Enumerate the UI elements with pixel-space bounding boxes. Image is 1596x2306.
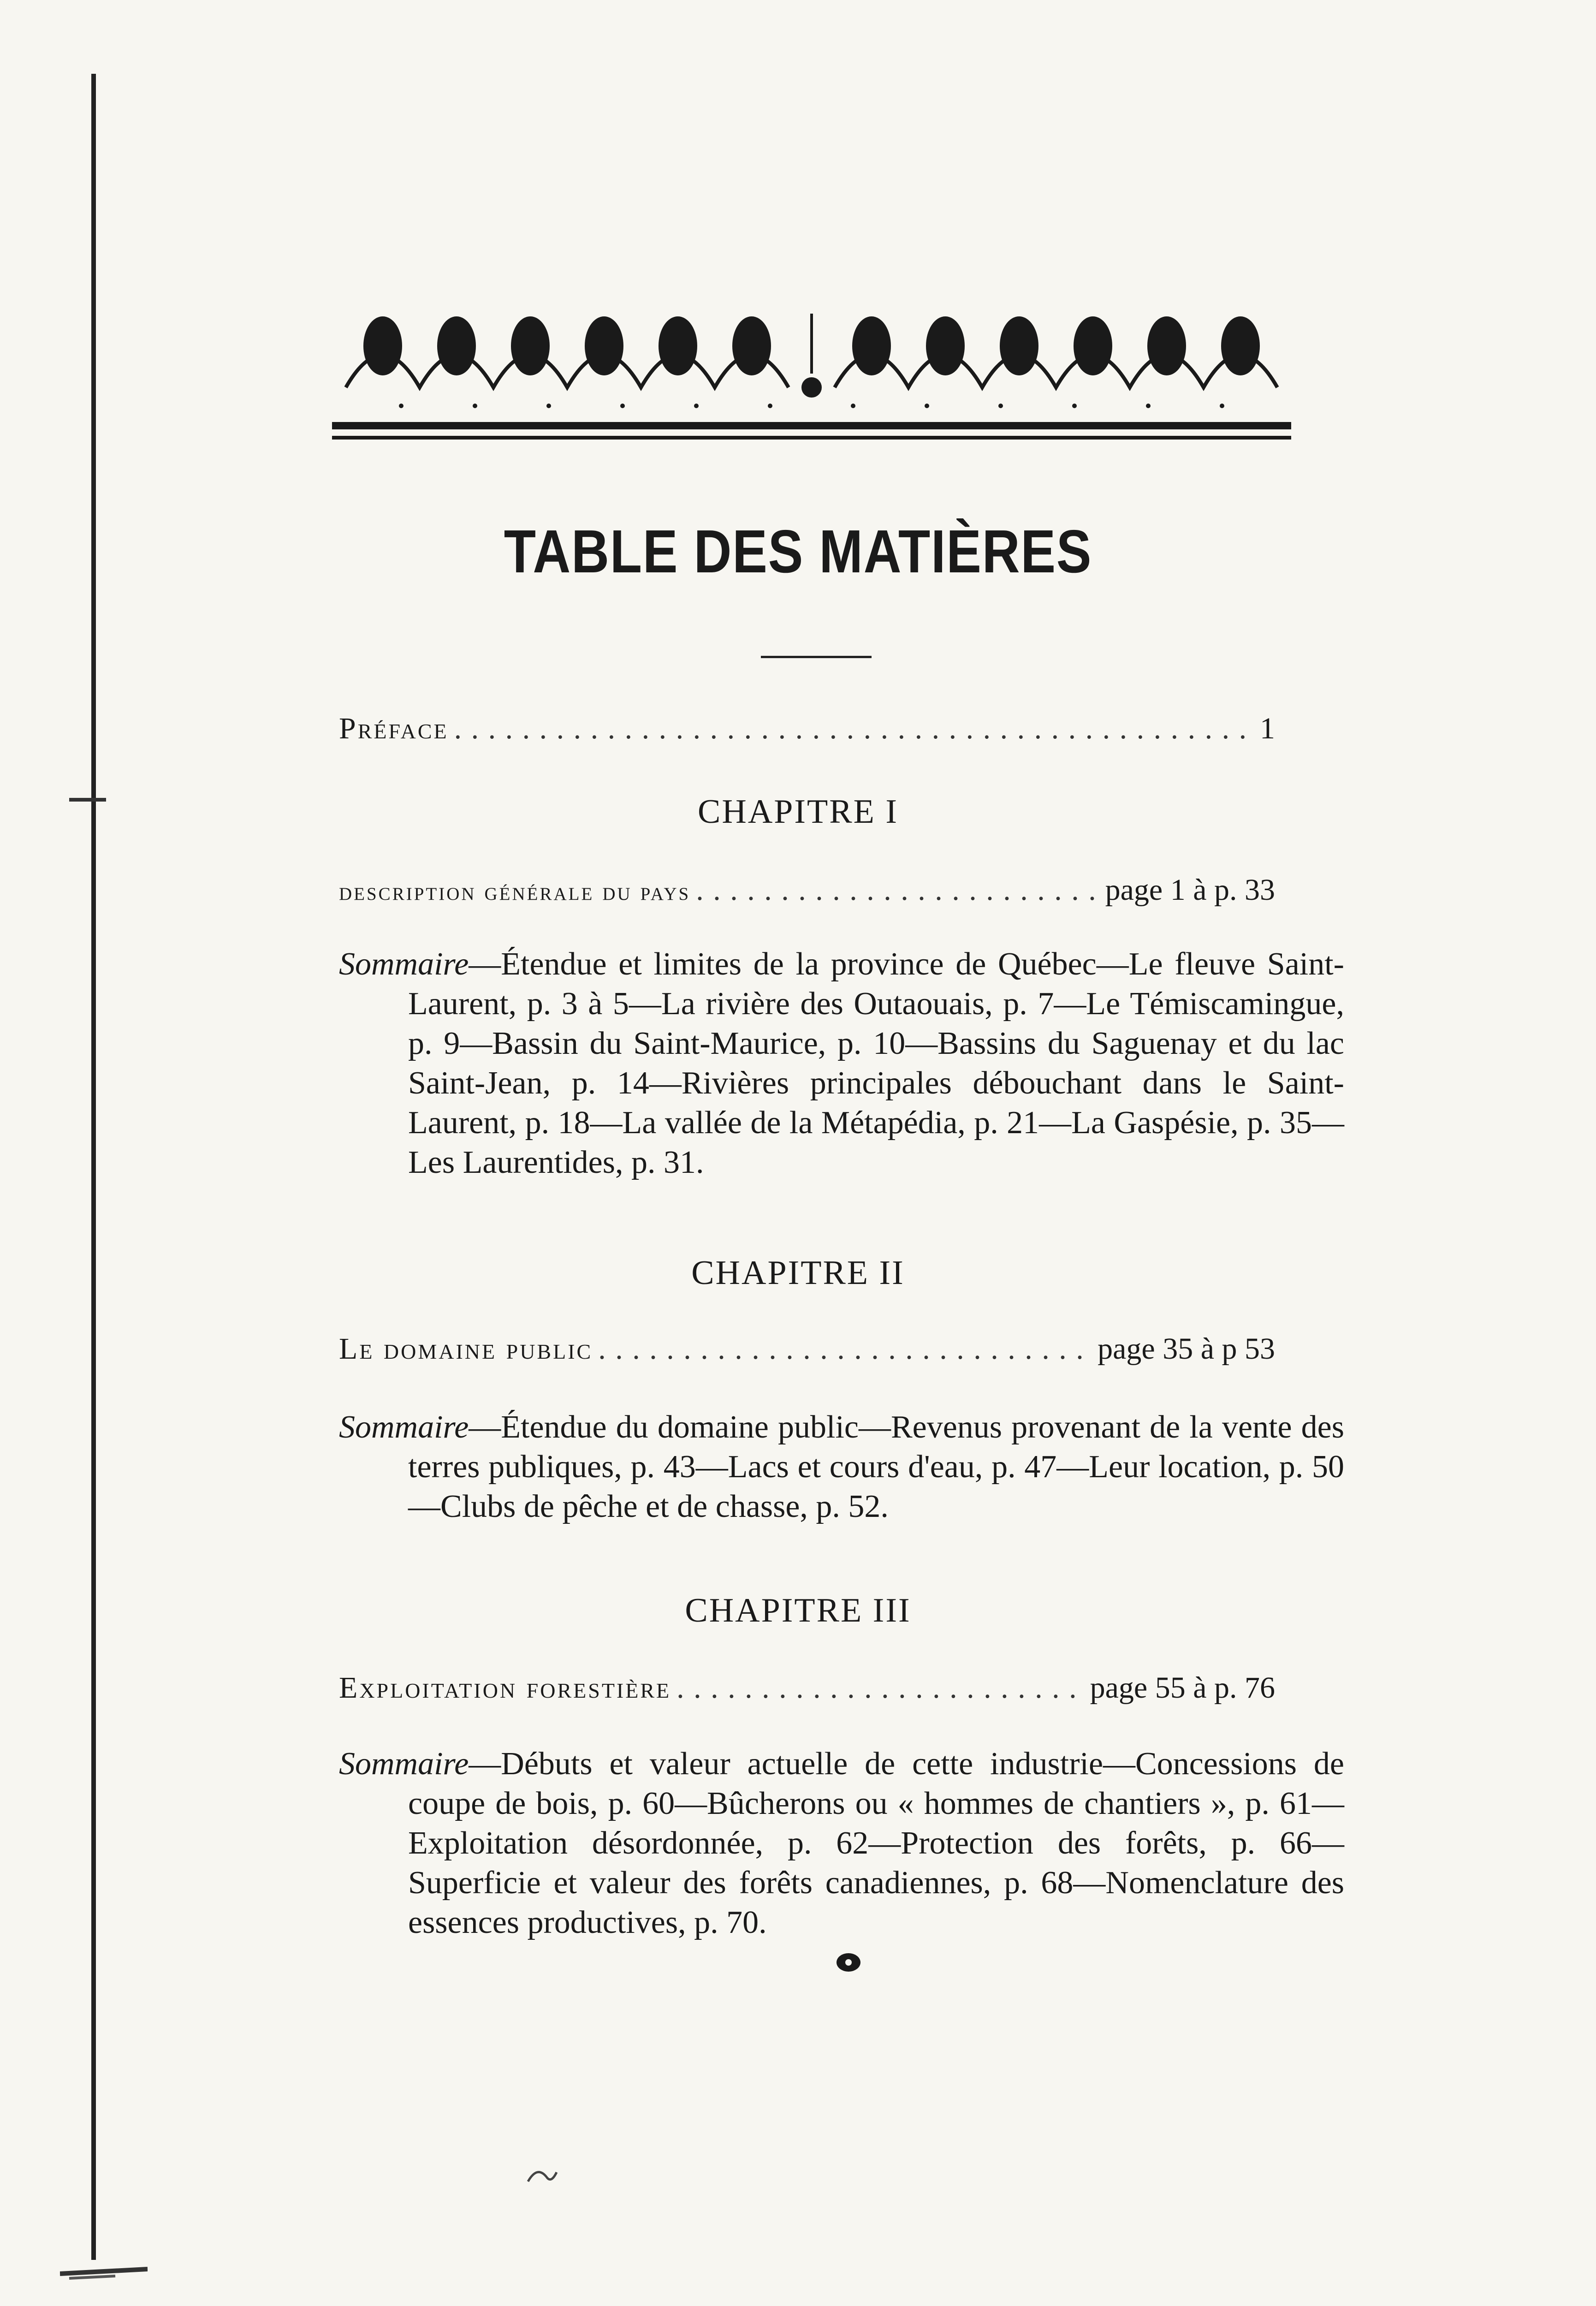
toc-entry-chapter-3[interactable]	[339, 1670, 1275, 1706]
chapter-summary	[339, 1744, 1344, 1943]
chapter-summary	[339, 1408, 1344, 1527]
summary-text: —Étendue et limites de la province de Québec—Le fleuve Saint-Laurent, p. 3 à 5—La rivière des Outaouais, p. 7—Le Témiscamingue, p. 9—Bassin du Saint-Maurice, p. 10—Bassins du Saguenay et du lac Saint-Jean, p. 14—Rivières principales débouchant dans le Saint-Laurent, p. 18—La vallée de la Métapédia, p. 21—La Gaspésie, p. 35—Les Laurentides, p. 31.	[408, 946, 1344, 1180]
chapter-heading: CHAPITRE II	[691, 1254, 905, 1292]
entry-title: Le domaine public	[339, 1332, 593, 1366]
fleuron-icon	[835, 1951, 862, 1974]
chapter-heading: CHAPITRE III	[685, 1592, 911, 1629]
small-ornament-icon	[523, 2163, 560, 2191]
floral-ornament-header-icon	[332, 295, 1291, 447]
dot-leader	[676, 1670, 1085, 1706]
entry-page-number: 1	[1260, 712, 1275, 745]
toc-entry-preface[interactable]	[339, 710, 1275, 747]
page-title: TABLE DES MATIÈRES	[504, 517, 1092, 585]
summary-label: Sommaire	[339, 946, 469, 982]
summary-label: Sommaire	[339, 1746, 469, 1782]
entry-title: Exploitation forestière	[339, 1671, 671, 1705]
dot-leader	[598, 1331, 1092, 1367]
chapter-summary	[339, 945, 1344, 1183]
binding-edge-line	[91, 74, 96, 2260]
entry-title: description générale du pays	[339, 877, 691, 906]
chapter-heading: CHAPITRE I	[698, 793, 898, 831]
summary-text: —Étendue du domaine public—Revenus provenant de la vente des terres publiques, p. 43—Lacs et cours d'eau, p. 47—Leur location, p. 50—Clubs de pêche et de chasse, p. 52.	[408, 1409, 1344, 1524]
dot-leader	[696, 872, 1099, 909]
summary-text: —Débuts et valeur actuelle de cette industrie—Concessions de coupe de bois, p. 60—Bûcherons ou « hommes de chantiers », p. 61—Exploitation désordonnée, p. 62—Protection des forêts, p. 66—Superficie et valeur des forêts canadiennes, p. 68—Nomenclature des essences productives, p. 70.	[408, 1746, 1344, 1940]
entry-page-range: page 35 à p 53	[1098, 1332, 1275, 1366]
dot-leader	[454, 710, 1254, 747]
page-corner-mark	[60, 2251, 148, 2283]
toc-entry-chapter-1[interactable]	[339, 872, 1275, 910]
entry-page-range: page 55 à p. 76	[1090, 1671, 1275, 1705]
toc-entry-chapter-2[interactable]	[339, 1331, 1275, 1367]
title-divider	[761, 656, 872, 658]
entry-page-range: page 1 à p. 33	[1105, 873, 1275, 907]
entry-title: Préface	[339, 712, 449, 745]
summary-label: Sommaire	[339, 1409, 469, 1445]
